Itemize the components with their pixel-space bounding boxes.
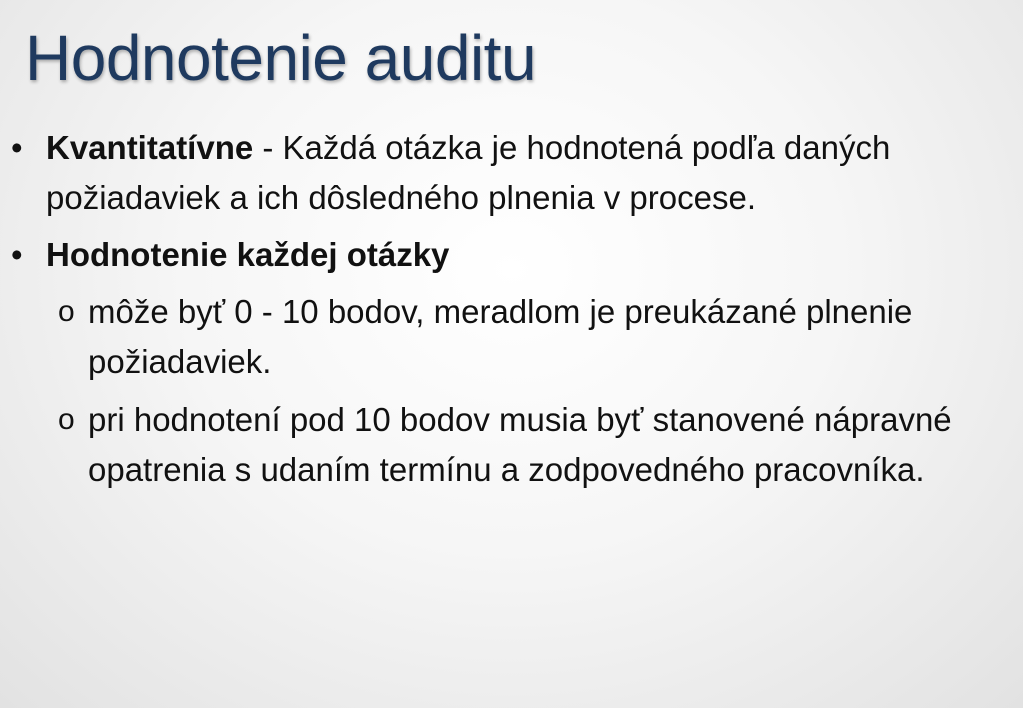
bullet-bold-term: Hodnotenie každej otázky [46, 236, 450, 273]
bullet-bold-term: Kvantitatívne [46, 129, 254, 166]
bullet-hodnotenie-otazky [0, 230, 1010, 280]
slide-title: Hodnotenie auditu [25, 22, 537, 94]
sub-bullet-corrective-actions [0, 395, 1010, 495]
sub-bullet-marker: o [58, 403, 75, 436]
sub-bullet-marker: o [58, 295, 75, 328]
sub-bullet-score-range [0, 287, 1010, 387]
sub-bullet-text: môže byť 0 - 10 bodov, meradlom je preukázané plnenie požiadaviek. [88, 293, 913, 380]
bullet-kvantitativne [0, 123, 1010, 223]
bullet-marker: • [11, 129, 23, 166]
sub-bullet-text: pri hodnotení pod 10 bodov musia byť stanovené nápravné opatrenia s udaním termínu a zodpovedného pracovníka. [88, 401, 952, 488]
bullet-marker: • [11, 236, 23, 273]
bullet-text: - Každá otázka je hodnotená podľa daných požiadaviek a ich dôsledného plnenia v procese. [46, 129, 891, 216]
slide-content [0, 123, 1010, 503]
